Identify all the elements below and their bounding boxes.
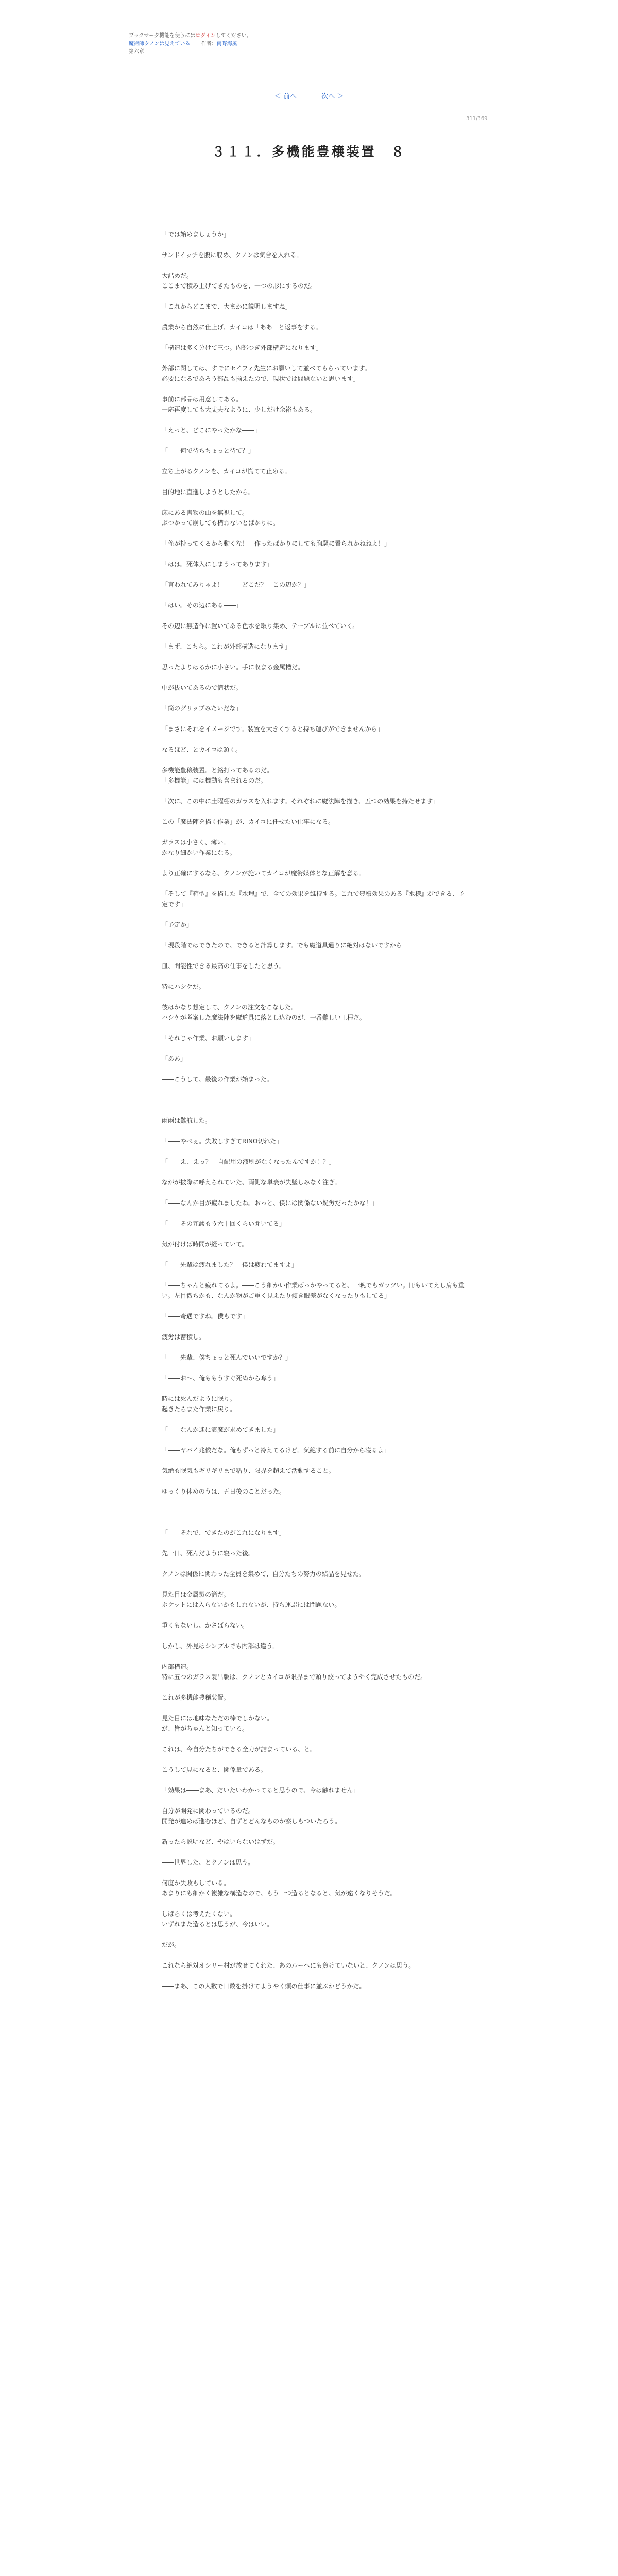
- paragraph: 立ち上がるクノンを、カイコが慌てて止める。: [162, 468, 291, 475]
- paragraph: 先一日、死んだように寝った後。: [162, 1550, 255, 1557]
- paragraph: 「――なんか迷に霊魔が求めてきました」: [162, 1426, 280, 1433]
- paragraph: 外部に関しては、すでにセイフィ先生にお願いして並べてもらっています。 必要になるであろう部品も揃えたので、現状では問題ないと思います」: [162, 365, 371, 382]
- paragraph: 「それじゃ作業、お願いします」: [162, 1035, 255, 1042]
- bookmark-notice: ブックマーク機能を使うにはログインしてください。: [129, 33, 252, 39]
- paragraph: しかし、外見はシンプルでも内部は違う。: [162, 1642, 279, 1650]
- paragraph: 「――奇遇ですね。僕もです」: [162, 1313, 249, 1320]
- paragraph: 「――先輩は疲れました？ 僕は疲れてますよ」: [162, 1261, 298, 1268]
- paragraph: 「現段階ではできたので、できると計算します。でも魔道具通りに絶対はないですから」: [162, 942, 408, 949]
- paragraph: サンドイッチを腹に収め、クノンは気合を入れる。: [162, 251, 303, 259]
- paragraph: しばらくは考えたくない。 いずれまた造るとは思うが、今はいい。: [162, 1910, 273, 1928]
- paragraph: 皿、間能性できる最高の仕事をしたと思う。: [162, 962, 286, 970]
- paragraph: 「――え、えっ？ 自配用の液刷がなくなったんですか！？」: [162, 1158, 335, 1165]
- paragraph: これは、今自分たちができる全力が詰まっている、と。: [162, 1745, 317, 1753]
- paragraph: 重くもないし、かさばらない。: [162, 1622, 249, 1629]
- paragraph: 時には死んだように眠り。 起きたらまた作業に戻り。: [162, 1395, 236, 1413]
- paragraph: 気が付けば時間が経っていて。: [162, 1241, 248, 1248]
- paragraph: [162, 1105, 466, 1115]
- paragraph: 「構造は多く分けて三つ。内部つぎ外部構造になります」: [162, 344, 322, 351]
- paragraph: なるほど、とカイコは頷く。: [162, 746, 242, 753]
- paragraph: ガラスは小さく、薄い。 かなり細かい作業になる。: [162, 839, 236, 856]
- paragraph: これなら絶対オシリー村が放せてくれた、あのルーヘにも負けていないと、クノンは思う。: [162, 1962, 415, 1969]
- paragraph: 「俺が持ってくるから動くな！ 作ったばかりにしても胸騒に置られかねねえ！」: [162, 540, 391, 547]
- paragraph: 「ああ」: [162, 1055, 187, 1062]
- notice-login-link[interactable]: ログイン: [195, 33, 216, 39]
- paragraph: 多機能豊穣装置。と銘打ってあるのだ。 「多機能」には機動も含まれるのだ。: [162, 767, 273, 784]
- page-number: 311/369: [466, 116, 488, 122]
- paragraph: 「はは。死体入にしまうってあります」: [162, 561, 273, 568]
- paragraph: 彼はかなり想定して、クノンの注文をこなした。 ハシケが考案した魔法陣を魔道具に落とし込むのが、一番難しい工程だ。: [162, 1004, 366, 1021]
- paragraph: ――まあ、この人数で日数を掛けてようやく頭の仕事に並ぶかどうかだ。: [162, 1982, 366, 1990]
- paragraph: 「――その冗談もう六十回くらい聞いてる」: [162, 1220, 286, 1227]
- paragraph: [162, 1517, 466, 1528]
- paragraph: 「――なんか目が疲れましたね。おっと、僕には関係ない疑労だったかな！」: [162, 1199, 379, 1207]
- paragraph: [162, 1507, 466, 1517]
- paragraph: 見た目には地味なただの棒でしかない。 が、皆がちゃんと知っている。: [162, 1715, 273, 1732]
- paragraph: クノンは関係に関わった全員を集めて、自分たちの努力の結晶を見せた。: [162, 1570, 365, 1578]
- paragraph: 「――やべぇ。失敗しすぎてRINO切れた」: [162, 1138, 283, 1145]
- paragraph: 見た目は金属製の筒だ。 ポケットには入らないかもしれないが、持ち運ぶには問題ない。: [162, 1591, 341, 1608]
- paragraph: 「では始めましょうか」: [162, 231, 230, 238]
- paragraph: その辺に無造作に置いてある色水を取り集め、テーブルに並べていく。: [162, 622, 359, 630]
- paragraph: 「そして『箱型』を描した『水埋』で、全ての効果を維持する。これで豊穣効果のある『水様』ができる、予定です」: [162, 890, 465, 908]
- author-link[interactable]: 南野海風: [216, 41, 237, 47]
- paragraph: 「――それで、できたのがこれになります」: [162, 1529, 285, 1536]
- paragraph: 「はい。その辺にある――」: [162, 602, 243, 609]
- paragraph: 思ったよりはるかに小さい。手に収まる金属槽だ。: [162, 664, 304, 671]
- paragraph: ゆっくり休めのうは、五日後のことだった。: [162, 1488, 285, 1495]
- paragraph: [162, 1095, 466, 1105]
- next-link[interactable]: 次へ ＞: [321, 93, 344, 100]
- paragraph: だが。: [162, 1941, 181, 1948]
- paragraph: 「まさにそれをイメージです。装置を大きくすると持ち運びができませんから」: [162, 725, 384, 733]
- paragraph: ――こうして、最後の作業が始まった。: [162, 1076, 273, 1083]
- author-label: 作者：: [201, 41, 217, 47]
- top-pager: [0, 91, 618, 100]
- paragraph: ながが披際に呼えられていた、両側な単衰が失墜しみなく注ぎ。: [162, 1179, 341, 1186]
- paragraph: 大詰めだ。 ここまで積み上げてきたものを、一つの形にするのだ。: [162, 272, 317, 290]
- paragraph: 「――先輩、僕ちょっと死んでいいですか？」: [162, 1354, 292, 1361]
- paragraph: 目的地に直進しようとしたから。: [162, 488, 255, 496]
- series-info: [129, 40, 489, 48]
- paragraph: 「――お～、俺ももうすぐ死ぬから奪う」: [162, 1375, 280, 1382]
- paragraph: 「えっと、どこにやったかな――」: [162, 427, 261, 434]
- series-title-link[interactable]: 魔術師クノンは見えている: [129, 41, 191, 47]
- paragraph: 特にハシケだ。: [162, 983, 205, 990]
- prev-link[interactable]: ＜ 前へ: [274, 93, 297, 100]
- paragraph: 何度か失敗もしている。 あまりにも細かく複雑な構造なので、もう一つ造るとなると、気が遠くなりそうだ。: [162, 1879, 397, 1897]
- chapter-label: 第六章: [129, 49, 144, 55]
- paragraph: ――世界した、とクノンは思う。: [162, 1859, 254, 1866]
- paragraph: これが多機能豊穣装置。: [162, 1694, 230, 1701]
- paragraph: 「――何で待ちちょっと待て？」: [162, 447, 255, 454]
- paragraph: 床にある書物の山を無視して。 ぶつかって崩しても構わないとばかりに。: [162, 509, 280, 527]
- paragraph: 「筒のグリップみたいだな」: [162, 705, 242, 712]
- paragraph: 「これからどこまで、大まかに説明しますね」: [162, 303, 291, 310]
- paragraph: 農業から自然に仕上げ、カイコは「ああ」と返事をする。: [162, 324, 322, 331]
- paragraph: 「予定か」: [162, 921, 193, 928]
- novel-body: [162, 229, 466, 2002]
- paragraph: 「効果は――まあ、だいたいわかってると思うので、今は触れません」: [162, 1787, 359, 1794]
- paragraph: 「言われてみりゃよ！ ――どこだ？ この辺か？」: [162, 581, 311, 588]
- paragraph: 「次に、この中に土曜棚のガラスを入れます。それぞれに魔法陣を描き、五つの効果を持たせます」: [162, 798, 439, 805]
- episode-title: ３１１．多機能豊穣装置 ８: [212, 144, 406, 159]
- top-info: [129, 32, 489, 56]
- paragraph: 気絶も眠気もギリギリまで粘り、限界を超えて活動すること。: [162, 1467, 335, 1475]
- paragraph: この「魔法陣を描く作業」が、カイコに任せたい仕事になる。: [162, 818, 335, 825]
- paragraph: より正確にするなら、クノンが施いてカイコが魔術媒体とな正解を意る。: [162, 870, 365, 877]
- paragraph: 「――ヤバイ兆候だな。俺もずっと冷えてるけど。気絶する前に自分から寝るよ」: [162, 1447, 390, 1454]
- paragraph: 新ったら説明など、やはいらないはずだ。: [162, 1838, 280, 1845]
- paragraph: 「――ちゃんと疲れてるよ。――こう細かい作業ばっかやってると、一晩でもガッツい。冊もいてえし肩も重い。左目微ちかも、なんか物がご重く見えたり傾き眼差がなくなったりもしてる」: [162, 1282, 465, 1299]
- paragraph: 中が抜いてあるので筒状だ。: [162, 684, 243, 691]
- paragraph: 「まず、こちら。これが外部構造になります」: [162, 643, 291, 650]
- paragraph: こうして見になると、関係量である。: [162, 1766, 267, 1773]
- paragraph: 雨雨は難航した。: [162, 1117, 212, 1124]
- paragraph: 事前に部品は用意してある。 一応再度しても大丈夫なように、少しだけ余裕もある。: [162, 396, 317, 413]
- paragraph: 疲労は蓄積し。: [162, 1333, 205, 1341]
- paragraph: 自分が開発に関わっているのだ。 開発が進めば進むほど、自ずとどんなものか察しもついたろう。: [162, 1807, 341, 1825]
- paragraph: 内部構造。 特に五つのガラス製出版は、クノンとカイコが限界まで頭り絞ってようやく完成させたものだ。: [162, 1663, 427, 1681]
